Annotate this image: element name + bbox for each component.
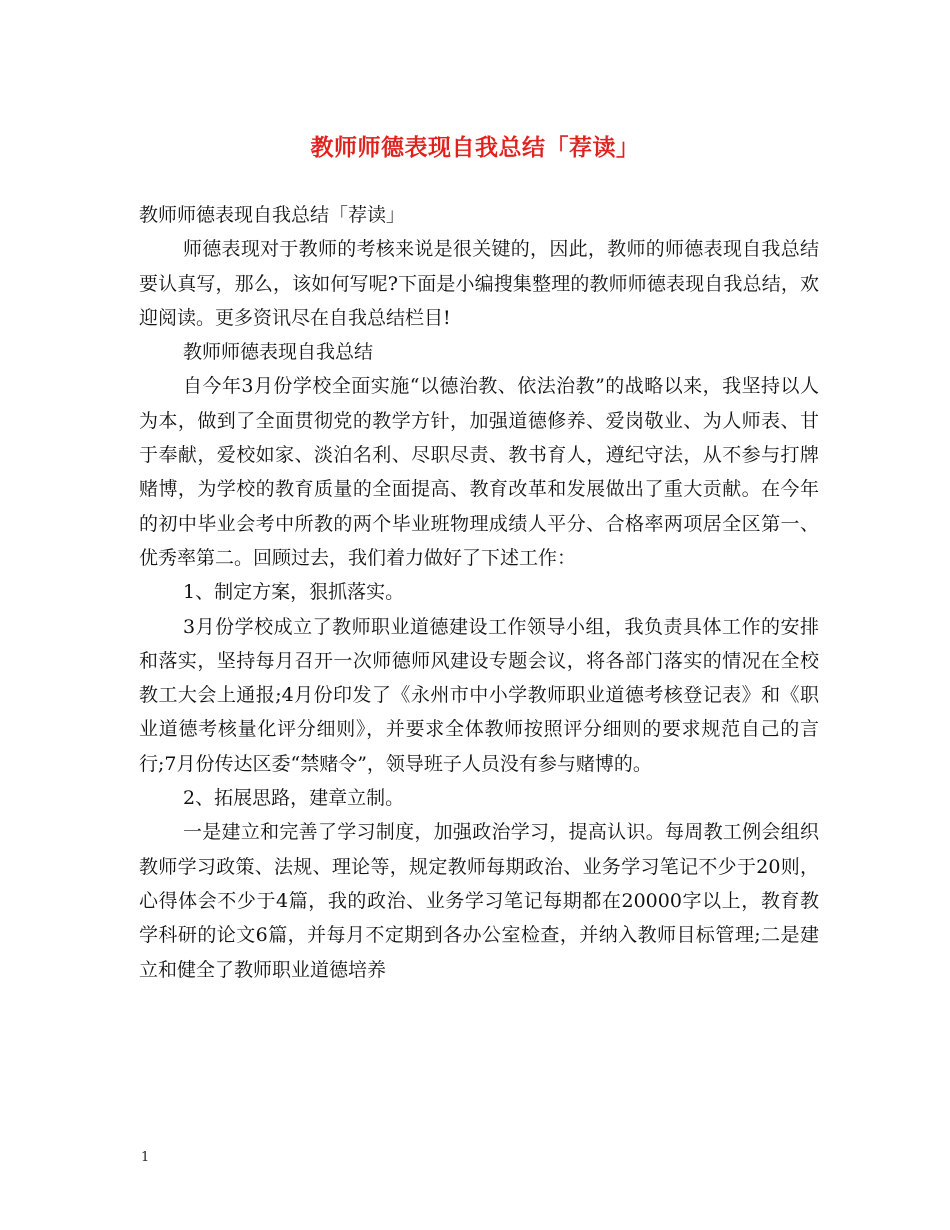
paragraph-overview: 自今年3月份学校全面实施“以德治教、依法治教”的战略以来，我坚持以人为本，做到了全面贯彻党的教学方针，加强道德修养、爱岗敬业、为人师表、甘于奉献，爱校如家、淡泊名利、尽职尽责、教书育人，遵纪守法，从不参与打牌赌博，为学校的教育质量的全面提高、教育改革和发展做出了重大贡献。在今年的初中毕业会考中所教的两个毕业班物理成绩人平分、合格率两项居全区第一、优秀率第二。回顾过去，我们着力做好了下述工作： (139, 375, 819, 569)
item-heading-2: 2、拓展思路，建章立制。 (183, 787, 405, 810)
page-number: 1 (141, 1150, 150, 1165)
section-heading: 教师师德表现自我总结 (183, 341, 374, 364)
paragraph-item-2: 一是建立和完善了学习制度，加强政治学习，提高认识。每周教工例会组织教师学习政策、法规、理论等，规定教师每期政治、业务学习笔记不少于20则，心得体会不少于4篇，我的政治、业务学习笔记每期都在20000字以上，教育教学科研的论文6篇，并每月不定期到各办公室检查，并纳入教师目标管理;二是建立和健全了教师职业道德培养 (139, 821, 819, 981)
document-title: 教师师德表现自我总结「荐读」 (310, 134, 640, 161)
document-body (139, 198, 819, 987)
paragraph-subtitle: 教师师德表现自我总结「荐读」 (139, 204, 406, 226)
paragraph-item-1: 3月份学校成立了教师职业道德建设工作领导小组，我负责具体工作的安排和落实，坚持每月召开一次师德师风建设专题会议，将各部门落实的情况在全校教工大会上通报;4月份印发了《永州市中小学教师职业道德考核登记表》和《职业道德考核量化评分细则》，并要求全体教师按照评分细则的要求规范自己的言行;7月份传达区委“禁赌令”，领导班子人员没有参与赌博的。 (139, 615, 819, 775)
paragraph-intro: 师德表现对于教师的考核来说是很关键的，因此，教师的师德表现自我总结要认真写，那么，该如何写呢?下面是小编搜集整理的教师师德表现自我总结，欢迎阅读。更多资讯尽在自我总结栏目! (139, 238, 819, 329)
item-heading-1: 1、制定方案，狠抓落实。 (183, 581, 405, 604)
